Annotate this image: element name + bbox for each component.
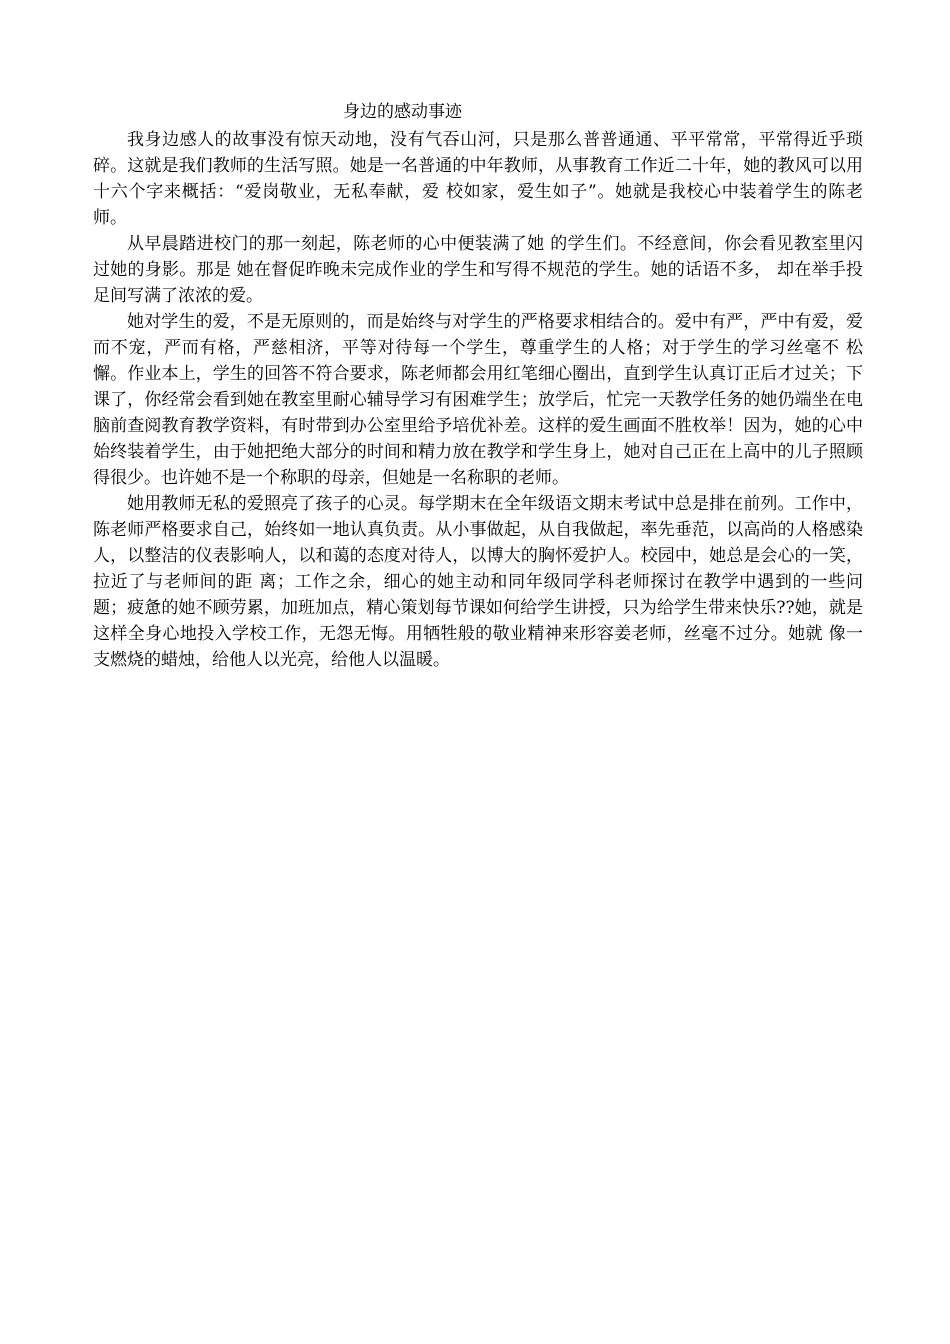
paragraph-1: 我身边感人的故事没有惊天动地，没有气吞山河，只是那么普普通通、平平常常，平常得近乎琐碎。这就是我们教师的生活写照。她是一名普通的中年教师，从事教育工作近二十年，她的教风可以用十六个字来概括：“爱岗敬业，无私奉献，爱 校如家，爱生如子”。她就是我校心中装着学生的陈老师。	[93, 130, 863, 228]
paragraph-2: 从早晨踏进校门的那一刻起，陈老师的心中便装满了她 的学生们。不经意间，你会看见教室里闪过她的身影。那是 她在督促昨晚未完成作业的学生和写得不规范的学生。她的话语不多， 却在举手投足间写满了浓浓的爱。	[93, 234, 863, 306]
paragraph-4: 她用教师无私的爱照亮了孩子的心灵。每学期末在全年级语文期末考试中总是排在前列。工作中，陈老师严格要求自己，始终如一地认真负责。从小事做起，从自我做起，率先垂范，以高尚的人格感染人，以整洁的仪表影响人，以和蔼的态度对待人，以博大的胸怀爱护人。校园中，她总是会心的一笑，拉近了与老师间的距 离；工作之余，细心的她主动和同年级同学科老师探讨在教学中遇到的一些问题；疲惫的她不顾劳累，加班加点，精心策划每节课如何给学生讲授，只为给学生带来快乐??她，就是这样全身心地投入学校工作，无怨无悔。用牺牲般的敬业精神来形容姜老师，丝毫不过分。她就 像一支燃烧的蜡烛，给他人以光亮，给他人以温暖。	[93, 494, 863, 670]
document-title: 身边的感动事迹	[343, 102, 462, 122]
paragraph-3: 她对学生的爱，不是无原则的，而是始终与对学生的严格要求相结合的。爱中有严，严中有爱，爱而不宠，严而有格，严慈相济，平等对待每一个学生，尊重学生的人格；对于学生的学习丝毫不 松懈。作业本上，学生的回答不符合要求，陈老师都会用红笔细心圈出，直到学生认真订正后才过关；下课了，你经常会看到她在教室里耐心辅导学习有困难学生；放学后，忙完一天教学任务的她仍端坐在电脑前查阅教育教学资料，有时带到办公室里给予培优补差。这样的爱生画面不胜枚举！因为，她的心中始终装着学生，由于她把绝大部分的时间和精力放在教学和学生身上，她对自己正在上高中的儿子照顾得很少。也许她不是一个称职的母亲，但她是一名称职的老师。	[93, 312, 863, 488]
document-body	[93, 97, 863, 673]
